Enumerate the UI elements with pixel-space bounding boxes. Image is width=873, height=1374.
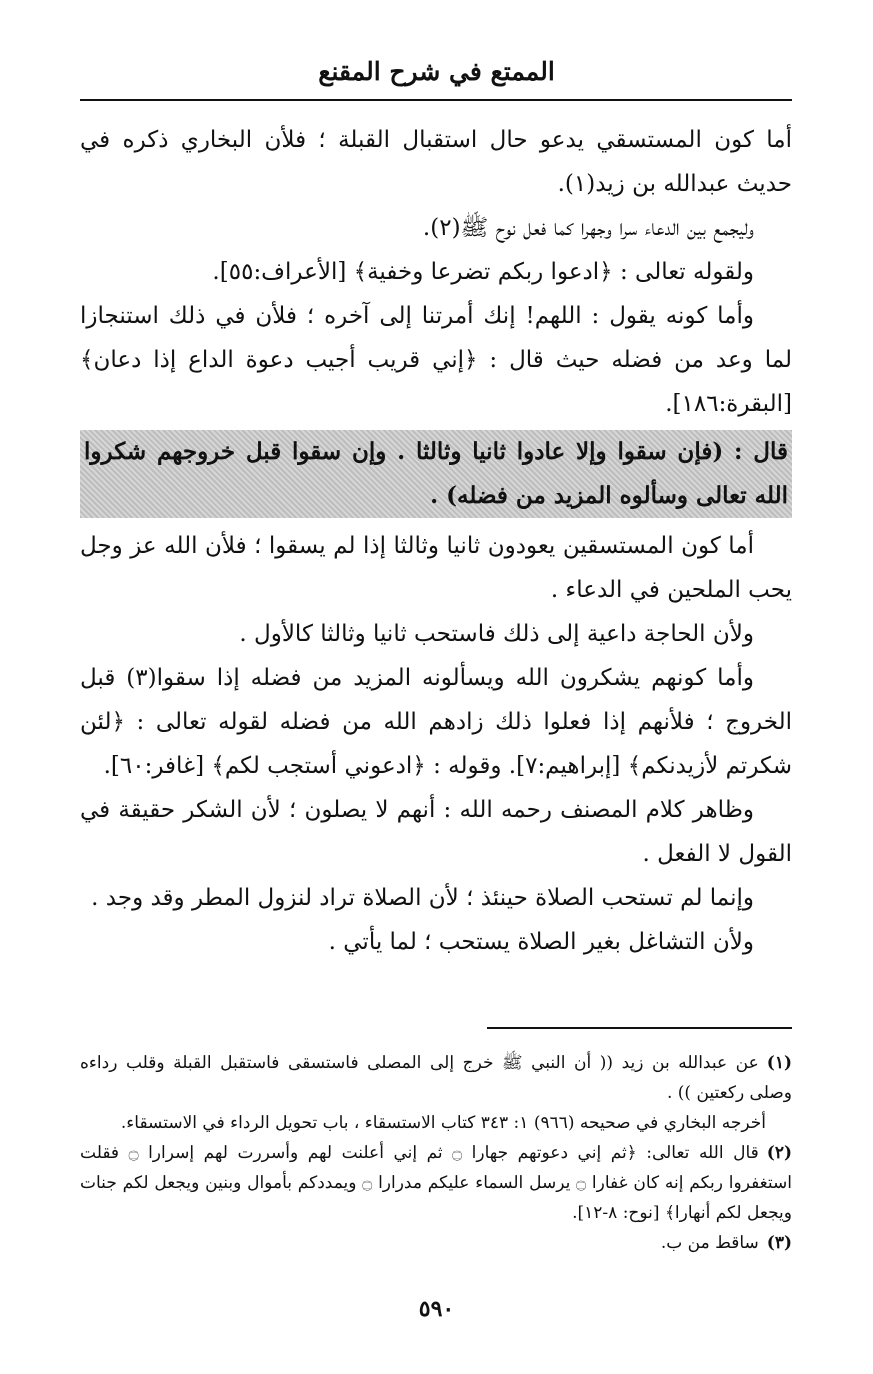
paragraph: ولأن الحاجة داعية إلى ذلك فاستحب ثانيا وثالثا كالأول .	[239, 621, 754, 647]
matn-highlighted: قال : (فإن سقوا وإلا عادوا ثانيا وثالثا . وإن سقوا قبل خروجهم شكروا الله تعالى وسألوه المزيد من فضله) .	[80, 430, 792, 518]
footnote-text: قال الله تعالى: ﴿ثم إني دعوتهم جهارا ۝ ثم إني أعلنت لهم وأسررت لهم إسرارا ۝ فقلت استغفروا ربكم إنه كان غفارا ۝ يرسل السماء عليكم مدرارا ۝ ويمددكم بأموال وبنين ويجعل لكم جنات ويجعل لكم أنهارا﴾ [نوح: ٨-١٢].	[80, 1143, 792, 1223]
paragraph: وأما كونهم يشكرون الله ويسألونه المزيد من فضله إذا سقوا(٣) قبل الخروج ؛ فلأنهم إذا فعلوا ذلك زادهم الله من فضله لقوله تعالى : ﴿لئن شكرتم لأزيدنكم﴾ [إبراهيم:٧]. وقوله : ﴿ادعوني أستجب لكم﴾ [غافر:٦٠].	[80, 665, 792, 779]
footnote-number: (٣)	[766, 1233, 792, 1253]
footnote-2	[80, 1138, 792, 1228]
footnote-number: (١)	[766, 1053, 792, 1073]
footnote-rule	[487, 1027, 792, 1029]
paragraph: وليجمع بين الدعاء سرا وجهرا كما فعل نوح ﷺ(٢).	[422, 215, 754, 241]
main-text	[80, 118, 792, 964]
header-rule	[80, 99, 792, 101]
running-head: الممتع في شرح المقنع	[318, 57, 555, 86]
paragraph: أما كون المستسقي يدعو حال استقبال القبلة ؛ فلأن البخاري ذكره في حديث عبدالله بن زيد(١).	[80, 127, 792, 197]
paragraph: ولقوله تعالى : ﴿ادعوا ربكم تضرعا وخفية﴾ [الأعراف:٥٥].	[212, 259, 754, 285]
footnote-text: عن عبدالله بن زيد (( أن النبي ﷺ خرج إلى المصلى فاستسقى فاستقبل القبلة وقلب رداءه وصلى ركعتين )) .	[80, 1053, 792, 1103]
footnote-1-source	[80, 1108, 792, 1138]
footnote-1	[80, 1048, 792, 1108]
page-number: ٥٩٠	[418, 1296, 455, 1322]
paragraph: أما كون المستسقين يعودون ثانيا وثالثا إذا لم يسقوا ؛ فلأن الله عز وجل يحب الملحين في الدعاء .	[80, 533, 792, 603]
paragraph: ولأن التشاغل بغير الصلاة يستحب ؛ لما يأتي .	[328, 929, 754, 955]
footnote-text: أخرجه البخاري في صحيحه (٩٦٦) ١: ٣٤٣ كتاب الاستسقاء ، باب تحويل الرداء في الاستسقاء.	[120, 1113, 766, 1133]
paragraph: وأما كونه يقول : اللهم! إنك أمرتنا إلى آخره ؛ فلأن في ذلك استنجازا لما وعد من فضله حيث قال : ﴿إني قريب أجيب دعوة الداع إذا دعان﴾ [البقرة:١٨٦].	[80, 303, 793, 417]
footnotes	[80, 1048, 792, 1258]
footnote-number: (٢)	[766, 1143, 792, 1163]
footnote-text: ساقط من ب.	[660, 1233, 759, 1253]
footnote-3	[80, 1228, 792, 1258]
paragraph: وإنما لم تستحب الصلاة حينئذ ؛ لأن الصلاة تراد لنزول المطر وقد وجد .	[91, 885, 754, 911]
paragraph: وظاهر كلام المصنف رحمه الله : أنهم لا يصلون ؛ لأن الشكر حقيقة في القول لا الفعل .	[80, 797, 792, 867]
